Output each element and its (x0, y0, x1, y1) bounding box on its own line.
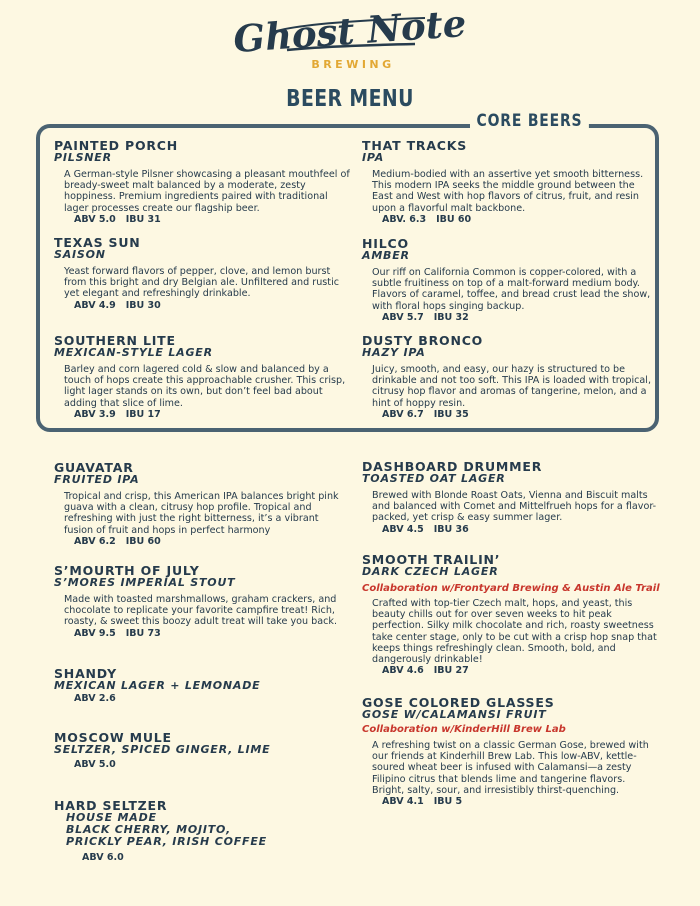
beer-ibu: IBU 30 (125, 299, 161, 311)
beer-stats (382, 524, 658, 535)
beer-name: S’MOURTH OF JULY (54, 563, 200, 578)
beer-style: PILSNER (54, 151, 112, 164)
beer-description: Medium-bodied with an assertive yet smooth bitterness. This modern IPA seeks the middle ground between the East and West with hop flavors of citrus, fruit, and resin upon a flavorful malt backbone. (372, 169, 644, 214)
beer-shandy (54, 667, 350, 704)
beer-name: GOSE COLORED GLASSES (362, 695, 555, 710)
beer-stats (382, 796, 658, 807)
beer-ibu: IBU 17 (125, 408, 161, 420)
beer-ibu: IBU 5 (433, 796, 463, 808)
beer-painted-porch (54, 139, 350, 225)
beer-ibu: IBU 27 (433, 665, 469, 677)
beer-name: DUSTY BRONCO (362, 333, 484, 348)
beer-abv: ABV 5.0 (74, 213, 116, 225)
beer-that-tracks (362, 139, 658, 225)
beer-name: SMOOTH TRAILIN’ (362, 552, 501, 567)
beer-description: A refreshing twist on a classic German Gose, brewed with our friends at Kinderhill Brew Lab. This low-ABV, kettle-soured wheat beer is infused with Calamansi—a zesty Filipino citrus that blends lime and tangerine flavors. Bright, salty, sour, and irresistibly thirst-quenching. (372, 740, 649, 796)
beer-name: DASHBOARD DRUMMER (362, 459, 543, 474)
beer-stats (382, 665, 658, 676)
beer-description: A German-style Pilsner showcasing a pleasant mouthfeel of bready-sweet malt balanced by a moderate, zesty hoppiness. Premium ingredients paired with traditional lager processes create our flagship beer. (64, 169, 350, 214)
beer-stats (74, 214, 350, 225)
beer-abv: ABV 4.5 (382, 523, 424, 535)
beer-ibu: IBU 32 (433, 311, 469, 323)
beer-description: Made with toasted marshmallows, graham crackers, and chocolate to replicate your favorite campfire treat! Rich, roasty, & sweet this boozy adult treat will take you back. (64, 594, 337, 628)
beer-texas-sun (54, 236, 350, 311)
beer-style: IPA (362, 151, 385, 164)
beer-style-line: BLACK CHERRY, MOJITO, (66, 823, 231, 836)
beer-stats (74, 300, 350, 311)
beer-abv: ABV 9.5 (74, 627, 116, 639)
beer-stats (82, 852, 350, 863)
beer-stats (74, 628, 350, 639)
beer-name: HILCO (362, 236, 409, 251)
beer-description: Our riff on California Common is copper-colored, with a subtle fruitiness on top of a malt-forward medium body. Flavors of caramel, toffee, and bread crust lead the show, with floral hops singing backup. (372, 267, 651, 312)
beer-description: Juicy, smooth, and easy, our hazy is structured to be drinkable and not too soft. This IPA is loaded with tropical, citrusy hop flavor and aromas of tangerine, melon, and a hint of hoppy resin. (372, 364, 652, 409)
beer-style: SAISON (54, 248, 106, 261)
beer-name: MOSCOW MULE (54, 730, 172, 745)
beer-collaboration: Collaboration w/KinderHill Brew Lab (362, 724, 566, 735)
beer-smourth-of-july (54, 564, 350, 639)
beer-name: SHANDY (54, 666, 117, 681)
beer-style: HAZY IPA (362, 346, 426, 359)
beer-style: MEXICAN-STYLE LAGER (54, 346, 213, 359)
beer-stats (74, 759, 350, 770)
brand-name: Ghost Note (231, 0, 468, 62)
beer-gose-colored-glasses (362, 696, 658, 807)
beer-abv: ABV. 6.3 (382, 213, 427, 225)
beer-stats (74, 693, 350, 704)
beer-style: DARK CZECH LAGER (362, 565, 499, 578)
page-title: BEER MENU (286, 86, 414, 112)
beer-ibu: IBU 60 (125, 535, 161, 547)
beer-name: THAT TRACKS (362, 138, 468, 153)
beer-abv: ABV 3.9 (74, 408, 116, 420)
beer-name: TEXAS SUN (54, 235, 141, 250)
beer-dashboard-drummer (362, 460, 658, 535)
beer-style: TOASTED OAT LAGER (362, 472, 506, 485)
beer-collaboration: Collaboration w/Frontyard Brewing & Austin Ale Trail (362, 583, 660, 594)
core-beers-label: CORE BEERS (470, 111, 589, 131)
beer-abv: ABV 6.7 (382, 408, 424, 420)
beer-stats (382, 409, 658, 420)
beer-stats (74, 536, 350, 547)
beer-ibu: IBU 35 (433, 408, 469, 420)
beer-description: Crafted with top-tier Czech malt, hops, and yeast, this beauty chills out for over seven weeks to hit peak perfection. Silky milk chocolate and rich, roasty sweetness take center stage, only to be cut with a crisp hop snap that keeps things refreshingly clean. Smooth, bold, and dangerously drinkable! (372, 598, 657, 666)
beer-description: Barley and corn lagered cold & slow and balanced by a touch of hops create this approachable crusher. This crisp, light lager stands on its own, but don’t feel bad about adding that slice of lime. (64, 364, 346, 409)
beer-hilco (362, 237, 658, 323)
beer-name: SOUTHERN LITE (54, 333, 176, 348)
beer-style: FRUITED IPA (54, 473, 140, 486)
ghost-note-logo-icon (231, 0, 468, 74)
beer-abv: ABV 4.1 (382, 796, 424, 808)
beer-abv: ABV 4.9 (74, 299, 116, 311)
beer-style-line: PRICKLY PEAR, IRISH COFFEE (66, 835, 267, 848)
brand-logo (0, 2, 700, 74)
beer-hard-seltzer (54, 799, 350, 863)
beer-name: HARD SELTZER (54, 798, 168, 813)
beer-name: PAINTED PORCH (54, 138, 179, 153)
beer-style: S’MORES IMPERIAL STOUT (54, 576, 236, 589)
beer-stats (74, 409, 350, 420)
beer-description: Tropical and crisp, this American IPA balances bright pink guava with a clean, citrusy hop profile. Tropical and refreshing with just the right bitterness, it’s a vibrant fusion of fruit and hops in perfect harmony (64, 491, 339, 536)
beer-ibu: IBU 36 (433, 523, 469, 535)
beer-dusty-bronco (362, 334, 658, 420)
beer-ibu: IBU 31 (125, 213, 161, 225)
beer-ibu: IBU 60 (436, 213, 472, 225)
beer-style: AMBER (362, 249, 410, 262)
beer-abv: ABV 5.0 (74, 759, 116, 770)
beer-abv: ABV 5.7 (382, 311, 424, 323)
beer-abv: ABV 6.0 (82, 852, 124, 863)
beer-description: Yeast forward flavors of pepper, clove, and lemon burst from this bright and dry Belgian ale. Unfiltered and rustic yet elegant and refreshingly drinkable. (64, 266, 340, 300)
beer-stats (382, 312, 658, 323)
beer-moscow-mule (54, 731, 350, 770)
beer-abv: ABV 2.6 (74, 693, 116, 704)
beer-guavatar (54, 461, 350, 547)
beer-southern-lite (54, 334, 350, 420)
beer-stats (382, 214, 658, 225)
beer-name: GUAVATAR (54, 460, 134, 475)
beer-style-line: HOUSE MADE (66, 811, 157, 824)
beer-abv: ABV 6.2 (74, 535, 116, 547)
beer-style: GOSE W/CALAMANSI FRUIT (362, 708, 547, 721)
brand-sub: BREWING (311, 58, 395, 71)
beer-description: Brewed with Blonde Roast Oats, Vienna and Biscuit malts and balanced with Comet and Mittelfrueh hops for a flavor-packed, yet crisp & easy summer lager. (372, 490, 657, 524)
beer-style: MEXICAN LAGER + LEMONADE (54, 679, 261, 692)
beer-smooth-trailin (362, 553, 658, 676)
beer-abv: ABV 4.6 (382, 665, 424, 677)
beer-ibu: IBU 73 (125, 627, 161, 639)
beer-style: SELTZER, SPICED GINGER, LIME (54, 743, 271, 756)
